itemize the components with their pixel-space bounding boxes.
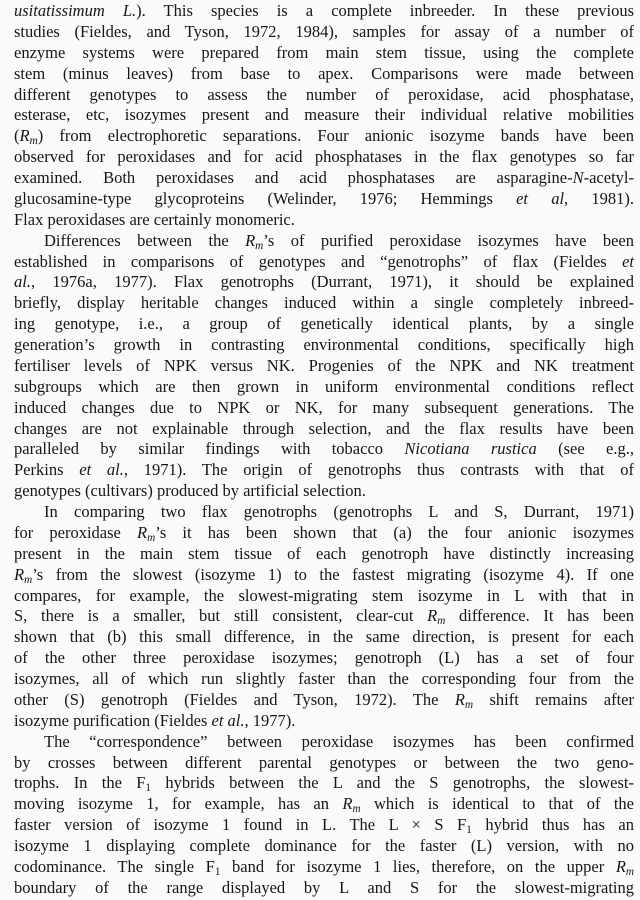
subscript-text: m [255, 239, 264, 252]
text-line [14, 711, 634, 732]
text-line [14, 147, 634, 168]
subscript-text: m [437, 615, 446, 628]
line-content [14, 377, 634, 396]
line-content [14, 419, 634, 438]
line-content [14, 773, 634, 795]
line-content [14, 189, 634, 208]
text-line [14, 105, 634, 126]
line-content [44, 502, 634, 521]
text-line [14, 544, 634, 565]
text-run: , 1981). [564, 188, 634, 208]
text-run: S, there is a smaller, but still consistent, clear-cut [14, 606, 428, 626]
text-run: isozyme purification (Fieldes [14, 710, 212, 730]
paragraph [14, 1, 634, 231]
text-line [14, 502, 634, 523]
text-line [14, 773, 634, 794]
text-run: subgroups which are then grown in uniform environmental conditions reflect [14, 376, 634, 396]
line-content [14, 878, 634, 897]
text-line [14, 878, 634, 899]
line-content [14, 314, 634, 333]
text-line [14, 377, 634, 398]
line-content [14, 22, 634, 41]
subscript-text: m [147, 532, 156, 545]
text-run: , 1976a, 1977). Flax genotrophs (Durrant, 1971), it should be explained [30, 272, 634, 292]
subscript-text: m [29, 135, 38, 148]
line-content [44, 732, 634, 751]
text-line [14, 732, 634, 753]
text-run: , 1971). The origin of genotrophs thus contrasts with that of [123, 460, 635, 480]
subscript-text: m [352, 803, 361, 816]
line-content [14, 460, 634, 479]
text-run: -acetyl- [583, 168, 634, 187]
text-run: induced changes due to NPK or NK, for many subsequent generations. The [14, 397, 634, 417]
line-content [14, 335, 634, 354]
line-content [14, 356, 634, 375]
text-run: for peroxidase [14, 522, 138, 542]
text-run: isozyme 1 displaying complete dominance for the faster (L) version, with no [14, 836, 634, 855]
text-line [14, 252, 634, 273]
text-run: shown that (b) this small difference, in the same direction, is present for each [14, 627, 634, 647]
text-run: observed for peroxidases and for acid phosphatases in the flax genotypes so far [14, 147, 634, 167]
text-line [14, 439, 634, 460]
text-run: boundary of the range displayed by L and S for the slowest-migrating [14, 877, 634, 897]
italic-text: R [342, 794, 353, 814]
paragraph [14, 502, 634, 732]
line-content [14, 481, 366, 500]
text-run: shift remains after [473, 689, 634, 709]
text-line [14, 335, 634, 356]
italic-text: et [622, 251, 634, 271]
text-run: codominance. The single F [14, 856, 215, 876]
text-run: by crosses between different parental genotypes or between the two geno- [14, 752, 634, 772]
text-run: Flax peroxidases are certainly monomeric. [14, 209, 295, 229]
text-line [14, 64, 634, 85]
line-content [14, 565, 634, 584]
line-content [14, 252, 634, 271]
text-run: different genotypes to assess the number of peroxidase, acid phosphatase, [14, 84, 634, 104]
line-content [14, 64, 634, 83]
text-line [14, 168, 634, 189]
italic-text: usitatissimum L. [14, 1, 137, 20]
line-content [14, 689, 634, 712]
italic-text: R [14, 564, 25, 584]
line-content [14, 210, 295, 229]
italic-text: R [19, 126, 30, 146]
text-run: difference. It has been [445, 606, 634, 626]
italic-text: et al. [79, 460, 124, 480]
text-line [14, 794, 634, 815]
text-line [14, 356, 634, 377]
text-line [14, 648, 634, 669]
text-run: isozymes, all of which run slightly faster than the corresponding four from the [14, 669, 634, 688]
text-line [14, 398, 634, 419]
line-content [14, 85, 634, 104]
text-line [14, 210, 634, 231]
line-content [14, 648, 634, 667]
text-run: of the other three peroxidase isozymes; genotroph (L) has a set of four [14, 648, 634, 668]
subscript-text: 1 [214, 866, 221, 879]
italic-text: et al [516, 188, 565, 208]
text-run: hybrids between the L and the S genotrophs, the slowest- [151, 773, 634, 793]
italic-text: R [427, 606, 438, 626]
text-line [14, 22, 634, 43]
text-line [14, 314, 634, 335]
text-line [14, 189, 634, 210]
line-content [14, 794, 634, 816]
text-run: generation’s growth in contrasting environmental conditions, specifically high [14, 335, 634, 354]
text-line [14, 231, 634, 252]
text-run: compares, for example, the slowest-migrating stem isozyme in L with that in [14, 585, 634, 605]
line-content [14, 1, 634, 20]
italic-text: R [615, 856, 626, 876]
subscript-text: 1 [145, 782, 152, 795]
italic-text: al. [14, 272, 31, 292]
line-content [14, 147, 634, 166]
text-line [14, 126, 634, 147]
text-run: ). This species is a complete inbreeder. In these previous [136, 1, 634, 20]
italic-text: R [245, 230, 256, 250]
italic-text: N [572, 168, 584, 187]
text-line [14, 753, 634, 774]
line-content [14, 606, 634, 628]
line-content [14, 522, 634, 545]
text-run: Differences between the [44, 230, 246, 250]
text-run: The “correspondence” between peroxidase isozymes has been confirmed [44, 731, 634, 751]
text-line [14, 836, 634, 857]
line-content [14, 586, 634, 605]
text-line [14, 586, 634, 607]
text-line [14, 669, 634, 690]
text-run: hybrid thus has an [471, 815, 634, 835]
text-run: established in comparisons of genotypes and “genotrophs” of flax (Fieldes [14, 251, 623, 271]
italic-text: R [137, 522, 148, 542]
text-run: genotypes (cultivars) produced by artificial selection. [14, 481, 366, 501]
text-run: , 1977). [244, 710, 296, 730]
paragraph [14, 231, 634, 502]
text-run: ’s it has been shown that (a) the four anionic isozymes [155, 522, 634, 542]
line-content [14, 168, 634, 187]
text-run: fertiliser levels of NPK versus NK. Progenies of the NPK and NK treatment [14, 355, 634, 375]
line-content [14, 398, 634, 417]
text-line [14, 565, 634, 586]
line-content [14, 43, 634, 62]
text-run: band for isozyme 1 lies, therefore, on the upper [220, 856, 616, 876]
text-run: studies (Fieldes, and Tyson, 1972, 1984), samples for assay of a number of [14, 21, 634, 41]
text-run: enzyme systems were prepared from main stem tissue, using the complete [14, 42, 634, 62]
line-content [44, 231, 634, 250]
text-line [14, 1, 634, 22]
text-line [14, 43, 634, 64]
text-run: briefly, display heritable changes induced within a single completely inbreed- [14, 293, 634, 313]
text-run: ) from electrophoretic separations. Four anionic isozyme bands have been [37, 126, 634, 146]
line-content [14, 126, 634, 148]
text-run: moving isozyme 1, for example, has an [14, 794, 343, 814]
line-content [14, 711, 295, 730]
text-line [14, 419, 634, 440]
text-run: faster version of isozyme 1 found in L. The L × S F [14, 815, 467, 835]
subscript-text: 1 [466, 824, 472, 837]
text-run: (see e.g., [536, 439, 635, 459]
text-run: present in the main stem tissue of each genotroph have distinctly increasing [14, 543, 634, 563]
text-run: Perkins [14, 460, 80, 480]
text-run: which is identical to that of the [360, 794, 634, 814]
text-line [14, 460, 634, 481]
text-line [14, 85, 634, 106]
text-line [14, 857, 634, 878]
subscript-text: m [625, 866, 635, 879]
text-line [14, 272, 634, 293]
text-run: ing genotype, i.e., a group of genetically identical plants, by a single [14, 314, 634, 334]
text-run: ( [14, 126, 20, 146]
text-run: paralleled by similar findings with tobacco [14, 439, 405, 459]
text-run: esterase, etc, isozymes present and measure their individual relative mobilities [14, 105, 634, 125]
subscript-text: m [24, 573, 33, 586]
italic-text: Nicotiana rustica [404, 439, 537, 459]
text-line [14, 293, 634, 314]
paragraph [14, 732, 634, 899]
text-run: ’s from the slowest (isozyme 1) to the fastest migrating (isozyme 4). If one [32, 564, 634, 584]
line-content [14, 669, 634, 688]
text-line [14, 523, 634, 544]
line-content [14, 293, 634, 312]
line-content [14, 627, 634, 646]
italic-text: R [454, 689, 465, 709]
line-content [14, 753, 634, 772]
text-run: ’s of purified peroxidase isozymes have been [263, 230, 635, 250]
line-content [14, 544, 634, 563]
line-content [14, 856, 635, 879]
text-run: glucosamine-type glycoproteins (Welinder, 1976; Hemmings [14, 188, 517, 208]
line-content [14, 105, 634, 124]
italic-text: et al. [211, 710, 245, 730]
subscript-text: m [464, 699, 474, 712]
text-line [14, 815, 634, 836]
line-content [14, 439, 634, 458]
text-line [14, 481, 634, 502]
text-run: examined. Both peroxidases and acid phosphatases are asparagine- [14, 168, 573, 187]
text-run: changes are not explainable through selection, and the flax results have been [14, 418, 634, 438]
text-line [14, 606, 634, 627]
text-run: other (S) genotroph (Fieldes and Tyson, 1972). The [14, 689, 455, 709]
text-line [14, 627, 634, 648]
text-run: In comparing two flax genotrophs (genotrophs L and S, Durrant, 1971) [44, 502, 634, 521]
text-run: stem (minus leaves) from base to apex. Comparisons were made between [14, 63, 634, 83]
line-content [14, 815, 634, 837]
line-content [14, 836, 634, 855]
text-line [14, 690, 634, 711]
line-content [14, 272, 634, 291]
text-run: trophs. In the F [14, 773, 146, 793]
